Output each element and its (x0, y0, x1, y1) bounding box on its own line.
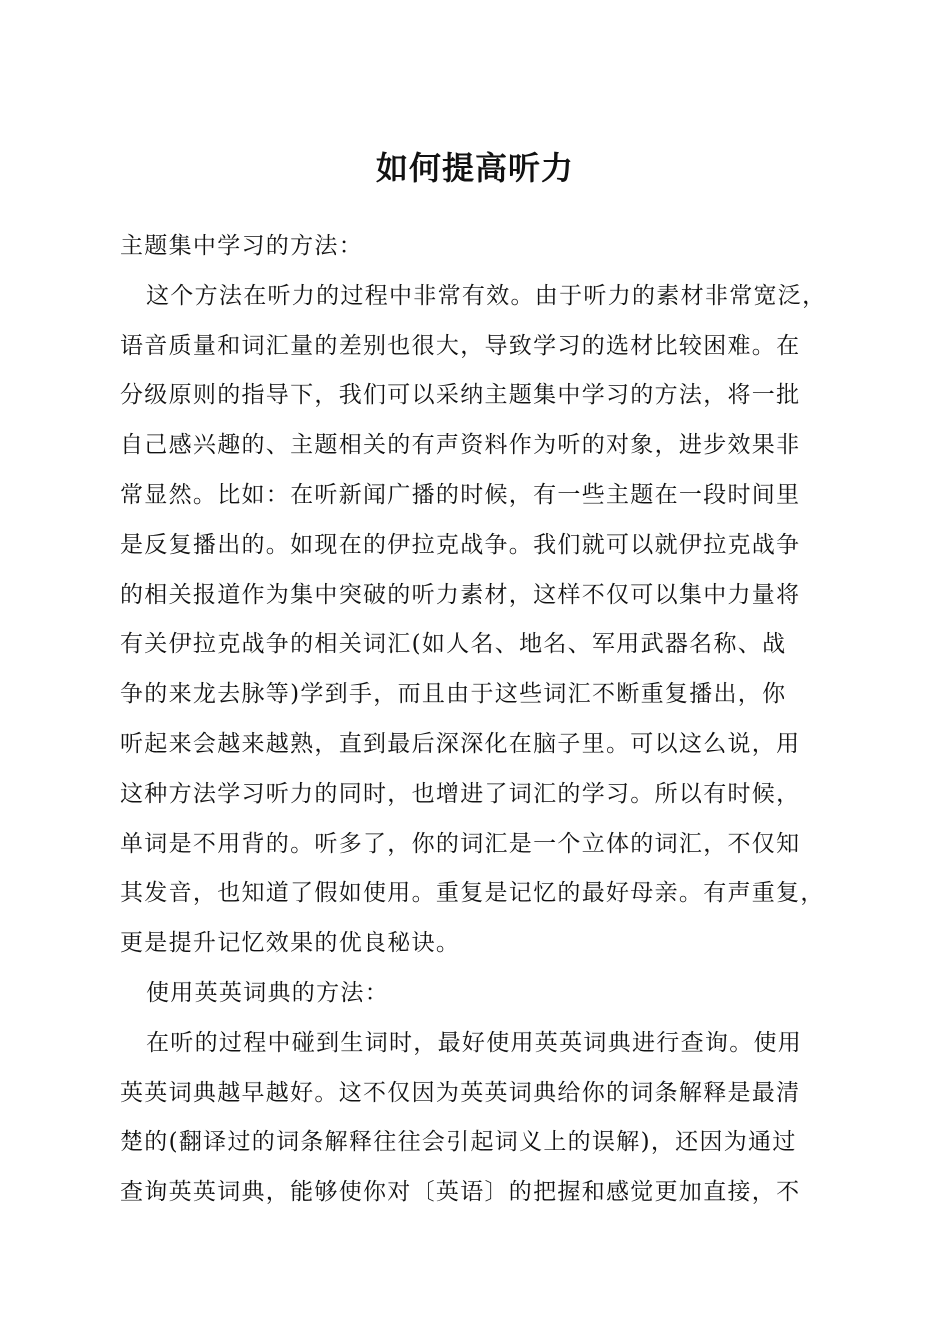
paragraph-line: 查询英英词典，能够使你对〔英语〕的把握和感觉更加直接，不 (120, 1179, 801, 1206)
page-title: 如何提高听力 (375, 149, 574, 187)
paragraph-line: 争的来龙去脉等)学到手，而且由于这些词汇不断重复播出，你 (120, 681, 787, 708)
section-heading-dictionary: 使用英英词典的方法： (146, 979, 389, 1006)
paragraph-line: 常显然。比如：在听新闻广播的时候，有一些主题在一段时间里 (120, 481, 801, 508)
paragraph-line: 是反复播出的。如现在的伊拉克战争。我们就可以就伊拉克战争 (120, 531, 801, 558)
paragraph-line: 单词是不用背的。听多了，你的词汇是一个立体的词汇，不仅知 (120, 830, 801, 857)
section-heading-theme-learning: 主题集中学习的方法： (120, 233, 363, 259)
paragraph-line: 楚的(翻译过的词条解释往往会引起词义上的误解)，还因为通过 (120, 1129, 797, 1156)
paragraph-line: 自己感兴趣的、主题相关的有声资料作为听的对象，进步效果非 (120, 432, 801, 459)
paragraph-line: 在听的过程中碰到生词时，最好使用英英词典进行查询。使用 (146, 1029, 803, 1056)
paragraph-line: 这个方法在听力的过程中非常有效。由于听力的素材非常宽泛， (146, 282, 827, 309)
paragraph-line: 语音质量和词汇量的差别也很大，导致学习的选材比较困难。在 (120, 332, 801, 359)
paragraph-line: 听起来会越来越熟，直到最后深深化在脑子里。可以这么说，用 (120, 730, 801, 757)
paragraph-line: 的相关报道作为集中突破的听力素材，这样不仅可以集中力量将 (120, 581, 801, 608)
paragraph-line: 分级原则的指导下，我们可以采纳主题集中学习的方法，将一批 (120, 382, 801, 409)
document-body (120, 222, 880, 1218)
paragraph-line: 更是提升记忆效果的优良秘诀。 (120, 930, 461, 957)
paragraph-line: 其发音，也知道了假如使用。重复是记忆的最好母亲。有声重复， (120, 880, 825, 907)
paragraph-line: 英英词典越早越好。这不仅因为英英词典给你的词条解释是最清 (120, 1079, 801, 1106)
paragraph-line: 这种方法学习听力的同时，也增进了词汇的学习。所以有时候， (120, 780, 801, 807)
paragraph-line: 有关伊拉克战争的相关词汇(如人名、地名、军用武器名称、战 (120, 631, 787, 658)
